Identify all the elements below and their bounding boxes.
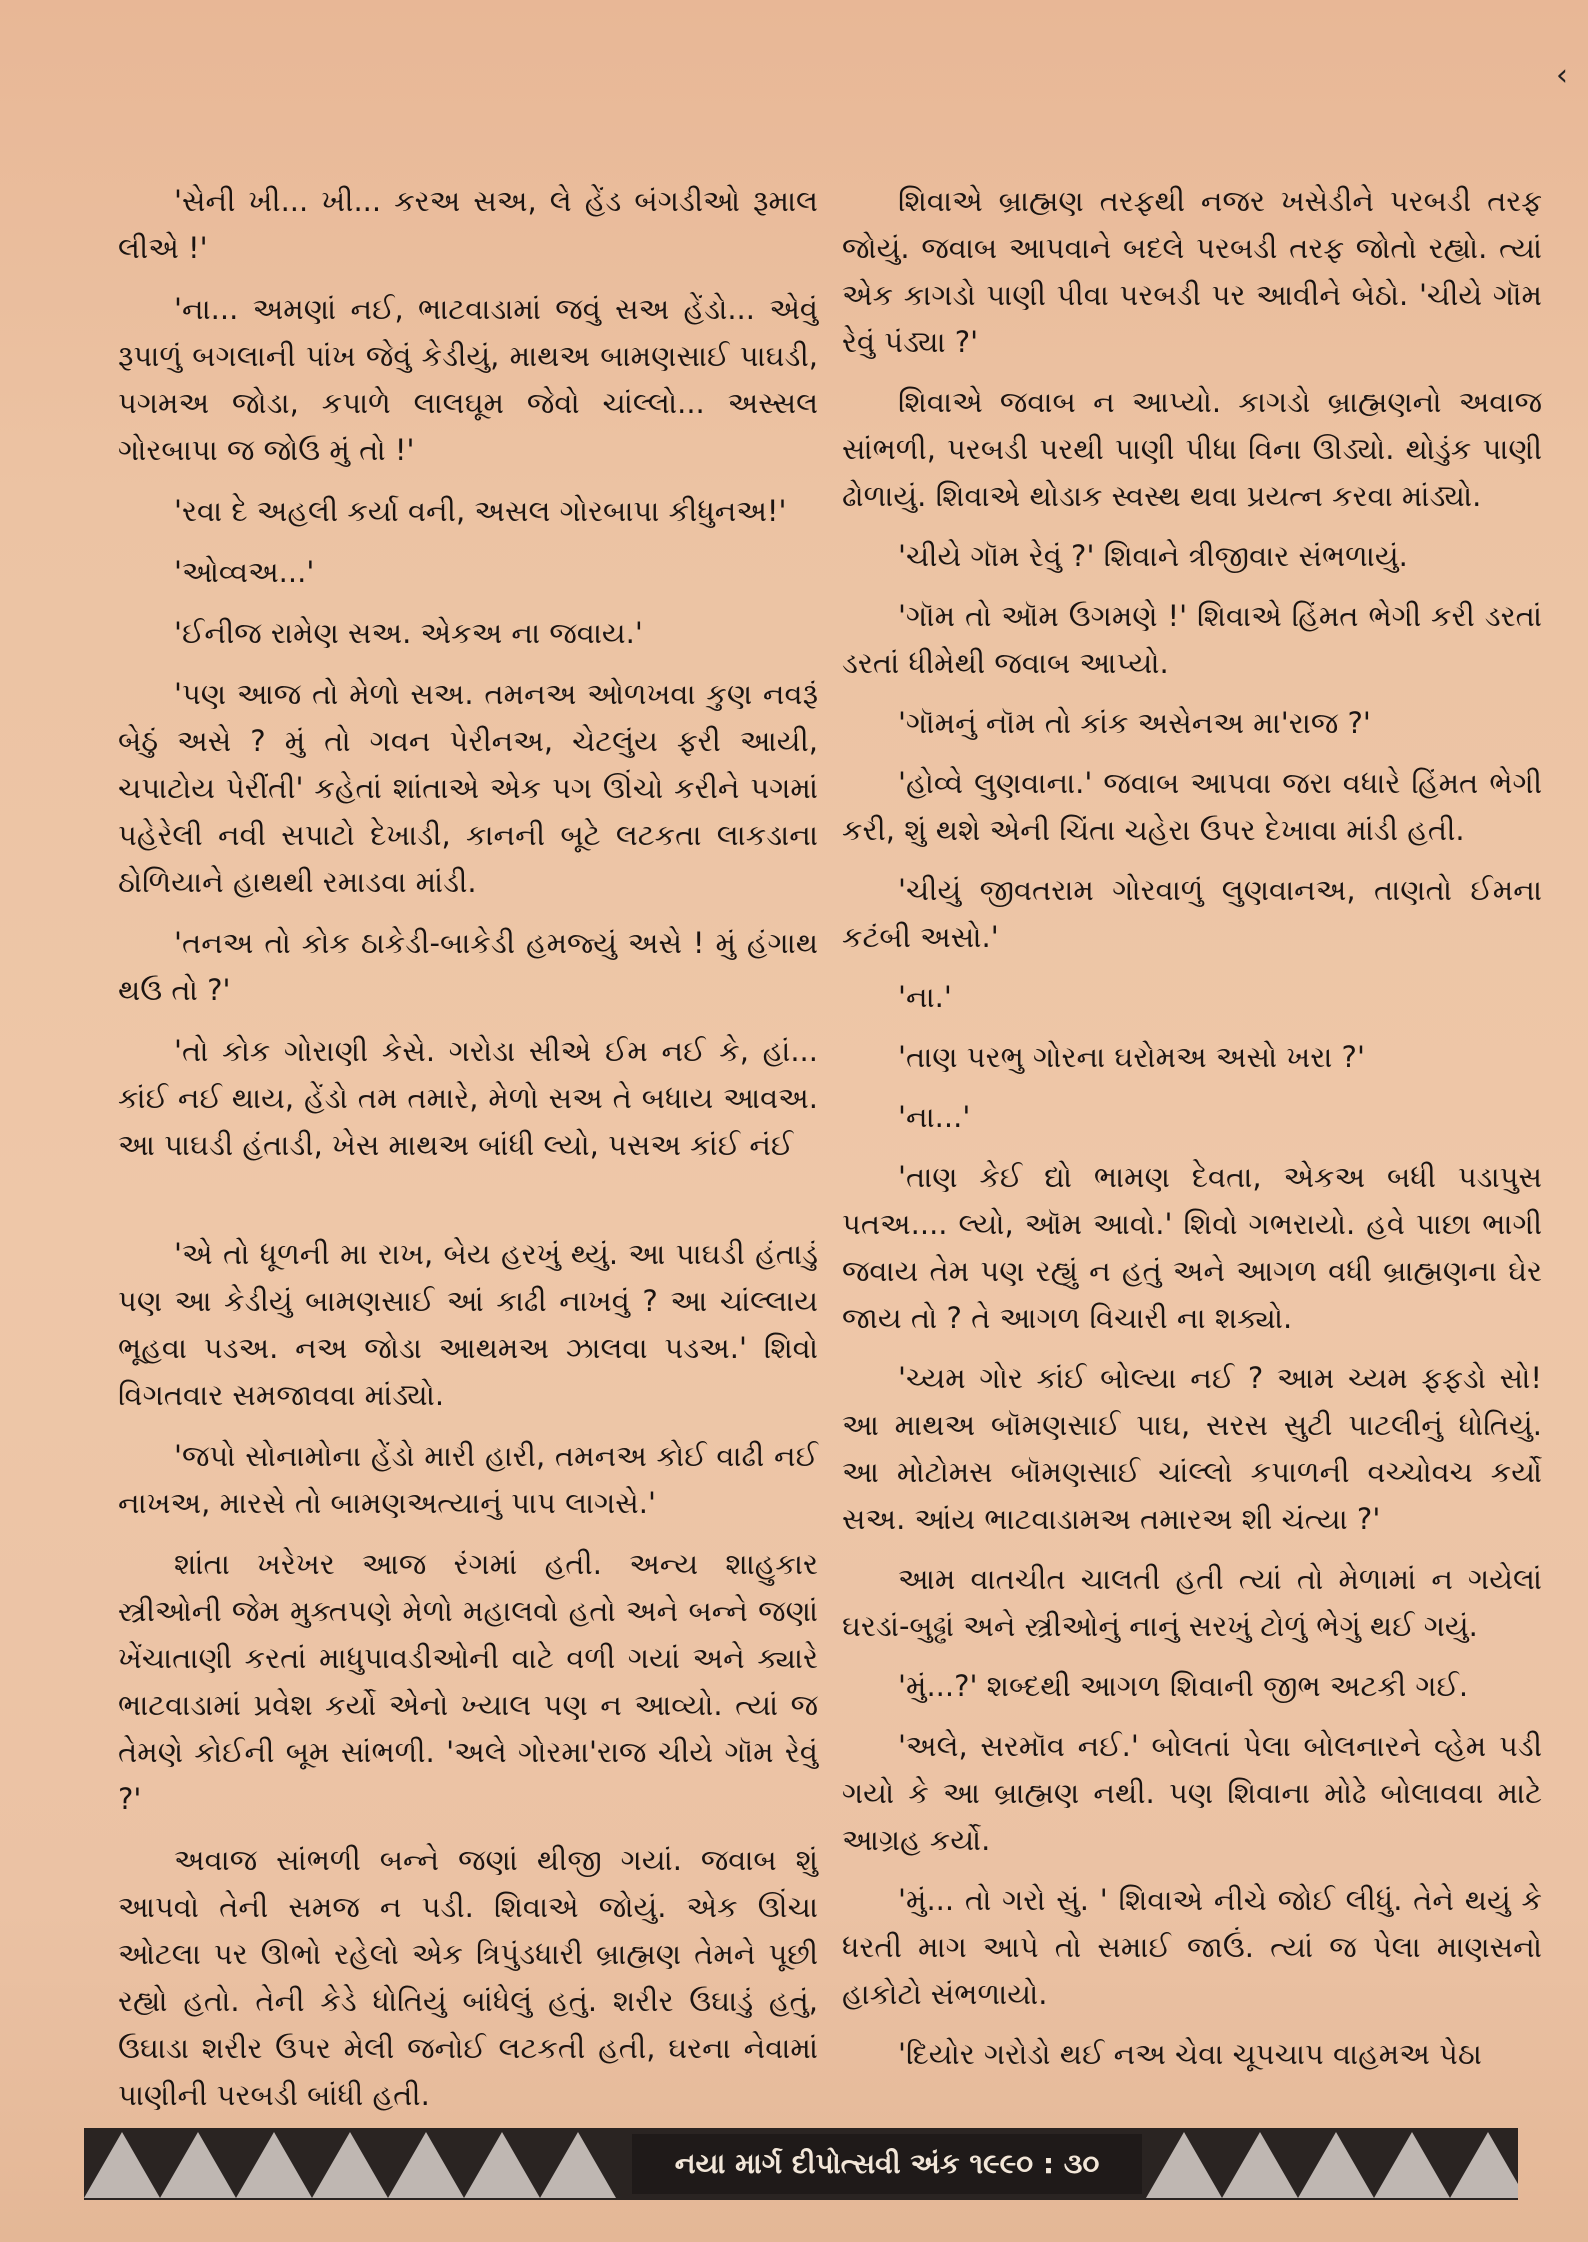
footer-band (84, 2128, 1518, 2200)
paragraph: 'ના... અમણાં નઈ, ભાટવાડામાં જવું સઅ હેંડો... એવું રૂપાળું બગલાની પાંખ જેવું કેડીયું, માથઅ બામણસાઈ પાઘડી, પગમઅ જોડા, કપાળે લાલઘૂમ જેવો ચાંલ્લો... અસ્સલ ગોરબાપા જ જોઉ મું તો !' (118, 292, 818, 467)
paragraph: અવાજ સાંભળી બન્ને જણાં થીજી ગયાં. જવાબ શું આપવો તેની સમજ ન પડી. શિવાએ જોયું. એક ઊંચા ઓટલા પર ઊભો રહેલો એક ત્રિપુંડધારી બ્રાહ્મણ તેમને પૂછી રહ્યો હતો. તેની કેડે ધોતિયું બાંધેલું હતું. શરીર ઉઘાડું હતું, ઉઘાડા શરીર ઉપર મેલી જનોઈ લટકતી હતી, ઘરના નેવામાં પાણીની પરબડી બાંધી હતી. (118, 1843, 818, 2112)
paragraph: 'ગૉમ તો ઑમ ઉગમણે !' શિવાએ હિંમત ભેગી કરી ડરતાં ડરતાં ધીમેથી જવાબ આપ્યો. (842, 599, 1542, 680)
paragraph: 'ચીયે ગૉમ રેવું ?' શિવાને ત્રીજીવાર સંભળાયું. (898, 539, 1408, 573)
paragraph: 'સેની ખી... ખી... કરઅ સઅ, લે હેંડ બંગડીઓ રૂમાલ લીએ !' (118, 184, 818, 265)
paragraph: 'મું... તો ગરો સું. ' શિવાએ નીચે જોઈ લીધું. તેને થયું કે ધરતી માગ આપે તો સમાઈ જાઉં. ત્યાં જ પેલા માણસનો હાકોટો સંભળાયો. (842, 1883, 1542, 2011)
paragraph: 'તાણ કેઈ દ્યો ભામણ દેવતા, એકઅ બધી પડાપુસ પતઅ.... લ્યો, ઑમ આવો.' શિવો ગભરાયો. હવે પાછા ભાગી જવાય તેમ પણ રહ્યું ન હતું અને આગળ વધી બ્રાહ્મણના ઘેર જાય તો ? તે આગળ વિચારી ના શક્યો. (842, 1160, 1542, 1335)
paragraph: 'અલે, સરમૉવ નઈ.' બોલતાં પેલા બોલનારને વ્હેમ પડી ગયો કે આ બ્રાહ્મણ નથી. પણ શિવાના મોઢે બોલાવવા માટે આગ્રહ કર્યો. (842, 1729, 1542, 1857)
column-gap (118, 1183, 818, 1231)
paragraph: 'તનઅ તો કોક ઠાકેડી-બાકેડી હમજ્યું અસે ! મું હંગાથ થઉ તો ?' (118, 926, 818, 1007)
paragraph: 'ના...' (898, 1100, 971, 1134)
paragraph: 'દિયોર ગરોડો થઈ નઅ ચેવા ચૂપચાપ વાહમઅ પેઠા (898, 2037, 1482, 2071)
paragraph: 'જપો સોનામોના હેંડો મારી હારી, તમનઅ કોઈ વાઢી નઈ નાખઅ, મારસે તો બામણઅત્યાનું પાપ લાગસે.' (118, 1439, 818, 1520)
paragraph: 'મું...?' શબ્દથી આગળ શિવાની જીભ અટકી ગઈ. (898, 1669, 1469, 1703)
paragraph: 'ચ્યમ ગોર કાંઈ બોલ્યા નઈ ? આમ ચ્યમ ફફડો સો! આ માથઅ બૉમણસાઈ પાઘ, સરસ સુટી પાટલીનું ધોતિયું. આ મોટોમસ બૉમણસાઈ ચાંલ્લો કપાળની વચ્ચોવચ કર્યો સઅ. આંય ભાટવાડામઅ તમારઅ શી ચંત્યા ?' (842, 1361, 1542, 1536)
paragraph: શાંતા ખરેખર આજ રંગમાં હતી. અન્ય શાહુકાર સ્ત્રીઓની જેમ મુક્તપણે મેળો મહાલવો હતો અને બન્ને જણાં ખેંચાતાણી કરતાં માધુપાવડીઓની વાટે વળી ગયાં અને ક્યારે ભાટવાડામાં પ્રવેશ કર્યો એનો ખ્યાલ પણ ન આવ્યો. ત્યાં જ તેમણે કોઈની બૂમ સાંભળી. 'અલે ગોરમા'રાજ ચીયે ગૉમ રેવું ?' (118, 1547, 818, 1816)
paragraph: 'હોવ્વે લુણવાના.' જવાબ આપવા જરા વધારે હિંમત ભેગી કરી, શું થશે એની ચિંતા ચહેરા ઉપર દેખાવા માંડી હતી. (842, 766, 1542, 847)
paragraph: 'રવા દે અહલી કર્યા વની, અસલ ગોરબાપા કીધુનઅ!' (174, 494, 787, 528)
paragraph: 'એ તો ધૂળની મા રાખ, બેય હરખું થ્યું. આ પાઘડી હંતાડું પણ આ કેડીયું બામણસાઈ આં કાઢી નાખવું ? આ ચાંલ્લાય ભૂહવા પડઅ. નઅ જોડા આથમઅ ઝાલવા પડઅ.' શિવો વિગતવાર સમજાવવા માંડ્યો. (118, 1237, 818, 1412)
paragraph: 'ઈનીજ રામેણ સઅ. એકઅ ના જવાય.' (174, 616, 643, 650)
paragraph: આમ વાતચીત ચાલતી હતી ત્યાં તો મેળામાં ન ગયેલાં ઘરડાં-બુઢ્ઢાં અને સ્ત્રીઓનું નાનું સરખું ટોળું ભેગું થઈ ગયું. (842, 1562, 1542, 1643)
paragraph: 'તો કોક ગોરાણી કેસે. ગરોડા સીએ ઈમ નઈ કે, હાં... કાંઈ નઈ થાય, હેંડો તમ તમારે, મેળો સઅ તે બધાય આવઅ. આ પાઘડી હંતાડી, ખેસ માથઅ બાંધી લ્યો, પસઅ કાંઈ નંઈ (118, 1034, 818, 1162)
paragraph: 'ઓવ્વઅ...' (174, 555, 315, 589)
paragraph: 'ના.' (898, 980, 952, 1014)
corner-mark: ‹ (1556, 58, 1568, 93)
paragraph: 'ચીયું જીવતરામ ગોરવાળું લુણવાનઅ, તાણતો ઈમના કટંબી અસો.' (842, 873, 1542, 954)
right-column (842, 178, 1542, 2091)
paragraph: શિવાએ જવાબ ન આપ્યો. કાગડો બ્રાહ્મણનો અવાજ સાંભળી, પરબડી પરથી પાણી પીધા વિના ઊડ્યો. થોડુંક પાણી ઢોળાયું. શિવાએ થોડાક સ્વસ્થ થવા પ્રયત્ન કરવા માંડ્યો. (842, 385, 1542, 513)
paragraph: 'પણ આજ તો મેળો સઅ. તમનઅ ઓળખવા કુણ નવરૂં બેઠું અસે ? મું તો ગવન પેરીનઅ, ચેટલુંય ફરી આયી, ચપાટોય પેરીંતી' કહેતાં શાંતાએ એક પગ ઊંચો કરીને પગમાં પહેરેલી નવી સપાટો દેખાડી, કાનની બૂટે લટકતા લાકડાના ઠોળિયાને હાથથી રમાડવા માંડી. (118, 677, 818, 899)
footer-issue-label: નયા માર્ગ દીપોત્સવી અંક ૧૯૯૦ : ૩૦ (632, 2134, 1142, 2194)
left-column (118, 178, 818, 2133)
paragraph: 'તાણ પરભુ ગોરના ઘરોમઅ અસો ખરા ?' (898, 1040, 1365, 1074)
paragraph: 'ગૉમનું નૉમ તો કાંક અસેનઅ મા'રાજ ?' (898, 706, 1371, 740)
paragraph: શિવાએ બ્રાહ્મણ તરફથી નજર ખસેડીને પરબડી તરફ જોયું. જવાબ આપવાને બદલે પરબડી તરફ જોતો રહ્યો. ત્યાં એક કાગડો પાણી પીવા પરબડી પર આવીને બેઠો. 'ચીયે ગૉમ રેવું પંડ્યા ?' (842, 184, 1542, 359)
